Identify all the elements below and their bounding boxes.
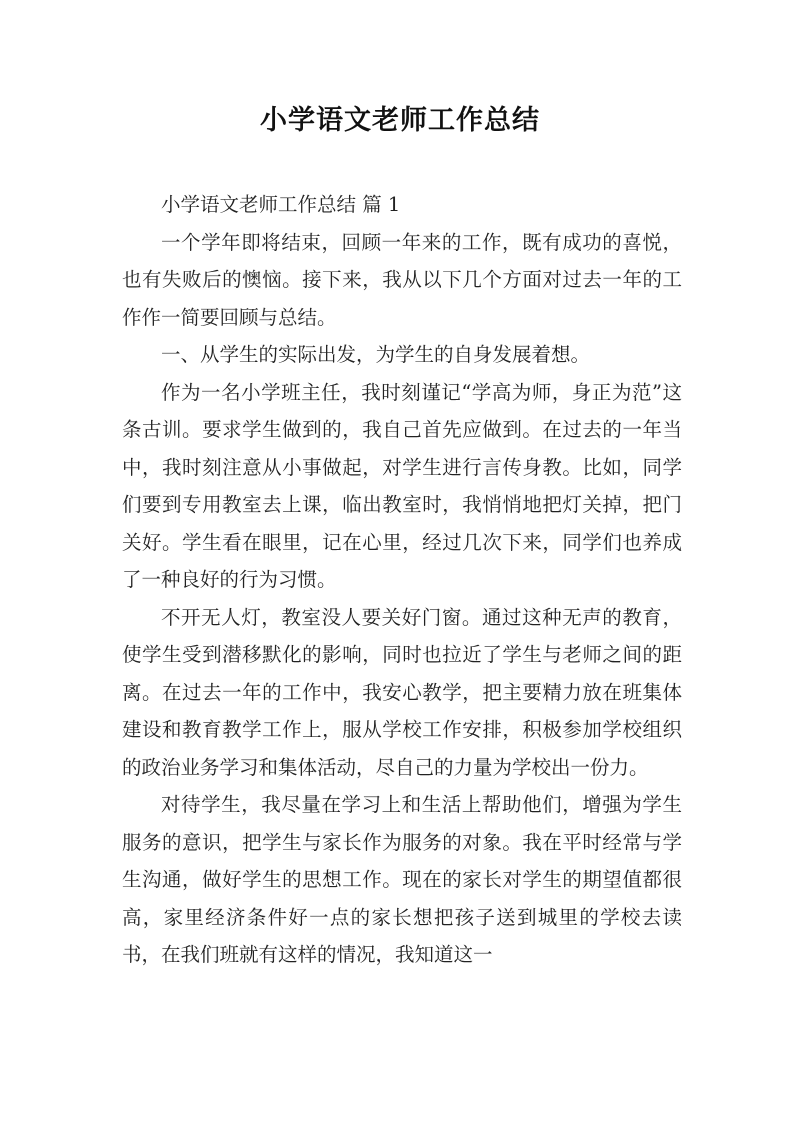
- document-title: 小学语文老师工作总结: [260, 105, 540, 136]
- paragraph: 不开无人灯，教室没人要关好门窗。通过这种无声的教育，使学生受到潜移默化的影响，同时也拉近了学生与老师之间的距离。在过去一年的工作中，我安心教学，把主要精力放在班集体建设和教育教学工作上，服从学校工作安排，积极参加学校组织的政治业务学习和集体活动，尽自己的力量为学校出一份力。: [122, 605, 682, 779]
- paragraph: 一个学年即将结束，回顾一年来的工作，既有成功的喜悦，也有失败后的懊恼。接下来，我从以下几个方面对过去一年的工作作一简要回顾与总结。: [122, 230, 682, 329]
- section-heading: 小学语文老师工作总结 篇 1: [161, 193, 401, 216]
- document-body: [122, 186, 682, 974]
- paragraph: 作为一名小学班主任，我时刻谨记“学高为师，身正为范”这条古训。要求学生做到的，我自己首先应做到。在过去的一年当中，我时刻注意从小事做起，对学生进行言传身教。比如，同学们要到专用教室去上课，临出教室时，我悄悄地把灯关掉，把门关好。学生看在眼里，记在心里，经过几次下来，同学们也养成了一种良好的行为习惯。: [122, 380, 682, 591]
- subsection-heading: 一、从学生的实际出发，为学生的自身发展着想。: [161, 343, 591, 366]
- paragraph: 对待学生，我尽量在学习上和生活上帮助他们，增强为学生服务的意识，把学生与家长作为服务的对象。我在平时经常与学生沟通，做好学生的思想工作。现在的家长对学生的期望值都很高，家里经济条件好一点的家长想把孩子送到城里的学校去读书，在我们班就有这样的情况，我知道这一: [122, 793, 682, 966]
